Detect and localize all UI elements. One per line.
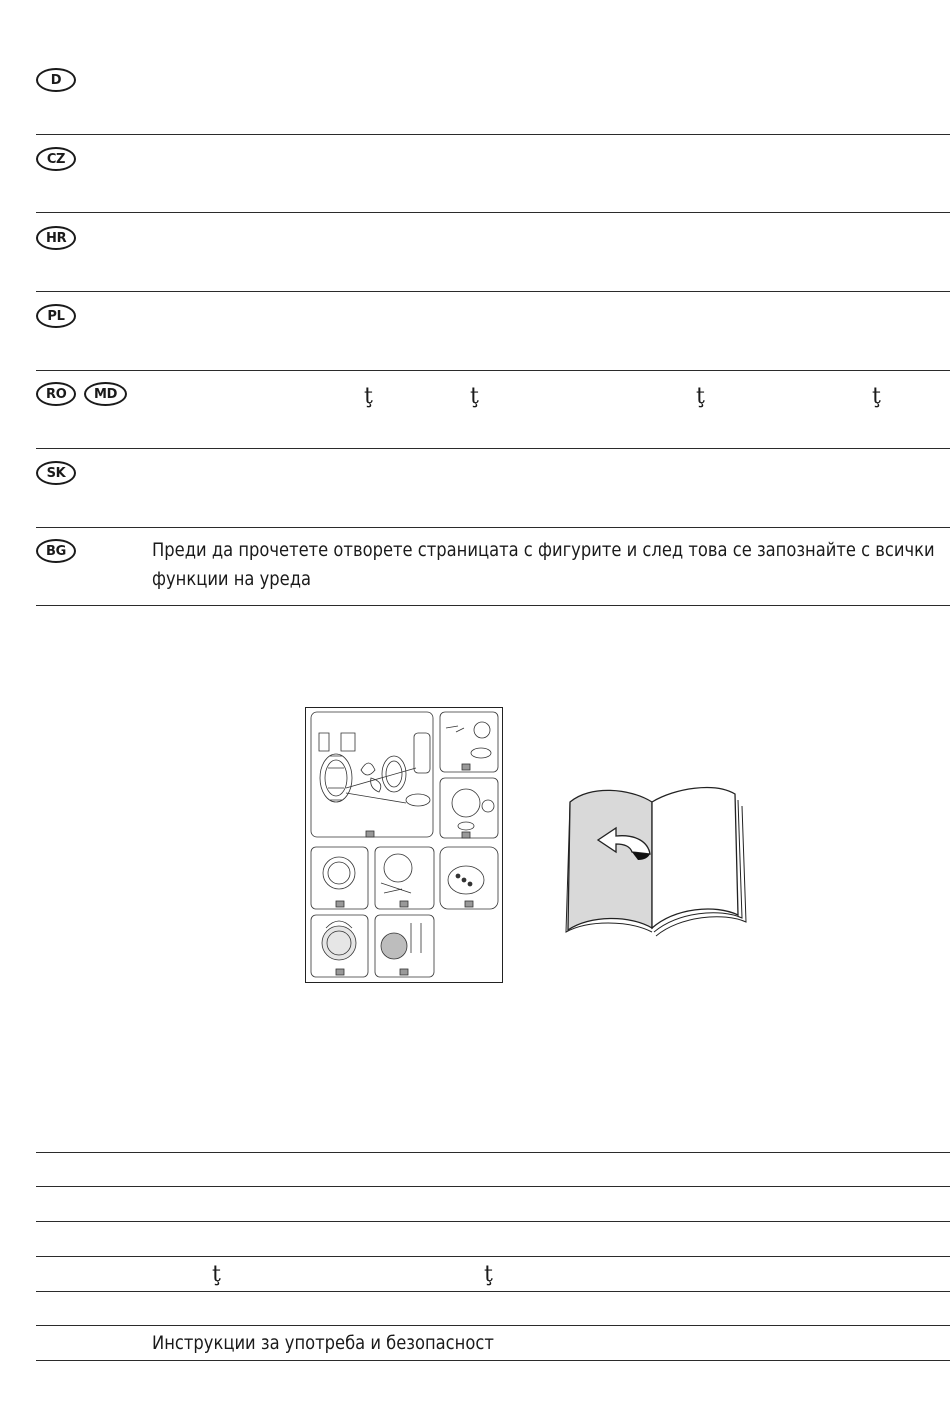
divider <box>36 1152 950 1153</box>
divider <box>36 1360 950 1361</box>
lang-row-sk <box>36 461 950 528</box>
t-cedilla-glyph: ţ <box>364 384 373 409</box>
t-cedilla-glyph: ţ <box>484 1262 493 1287</box>
divider <box>36 1325 950 1326</box>
lang-text-bg: Преди да прочетете отворете страницата с фигурите и след това се запознайте с всички функции на уреда <box>152 539 935 590</box>
lang-row-bg <box>36 539 950 606</box>
lang-badge-d: D <box>36 68 76 92</box>
figure-page-thumbnail <box>305 707 503 983</box>
lang-badge-md: MD <box>84 382 127 406</box>
divider <box>36 1221 950 1222</box>
lang-badge-hr: HR <box>36 226 76 250</box>
t-cedilla-glyph: ţ <box>212 1262 221 1287</box>
lang-badge-ro: RO <box>36 382 76 406</box>
lang-badge-cz: CZ <box>36 147 76 171</box>
divider <box>36 1186 950 1187</box>
lang-row-pl <box>36 304 950 371</box>
divider <box>36 1291 950 1292</box>
lang-row-d <box>36 68 950 135</box>
lang-row-ro-md <box>36 382 950 449</box>
lang-badge-pl: PL <box>36 304 76 328</box>
t-cedilla-glyph: ţ <box>696 384 705 409</box>
figure-page-illustration <box>306 708 502 982</box>
t-cedilla-glyph: ţ <box>470 384 479 409</box>
lang-badge-bg: BG <box>36 539 76 563</box>
divider <box>36 1256 950 1257</box>
lang-row-cz <box>36 147 950 213</box>
bg-title: Инструкции за употреба и безопасност <box>152 1332 494 1354</box>
lang-row-hr <box>36 226 950 292</box>
t-cedilla-glyph: ţ <box>872 384 881 409</box>
open-book-icon <box>560 780 750 940</box>
lang-badge-sk: SK <box>36 461 76 485</box>
